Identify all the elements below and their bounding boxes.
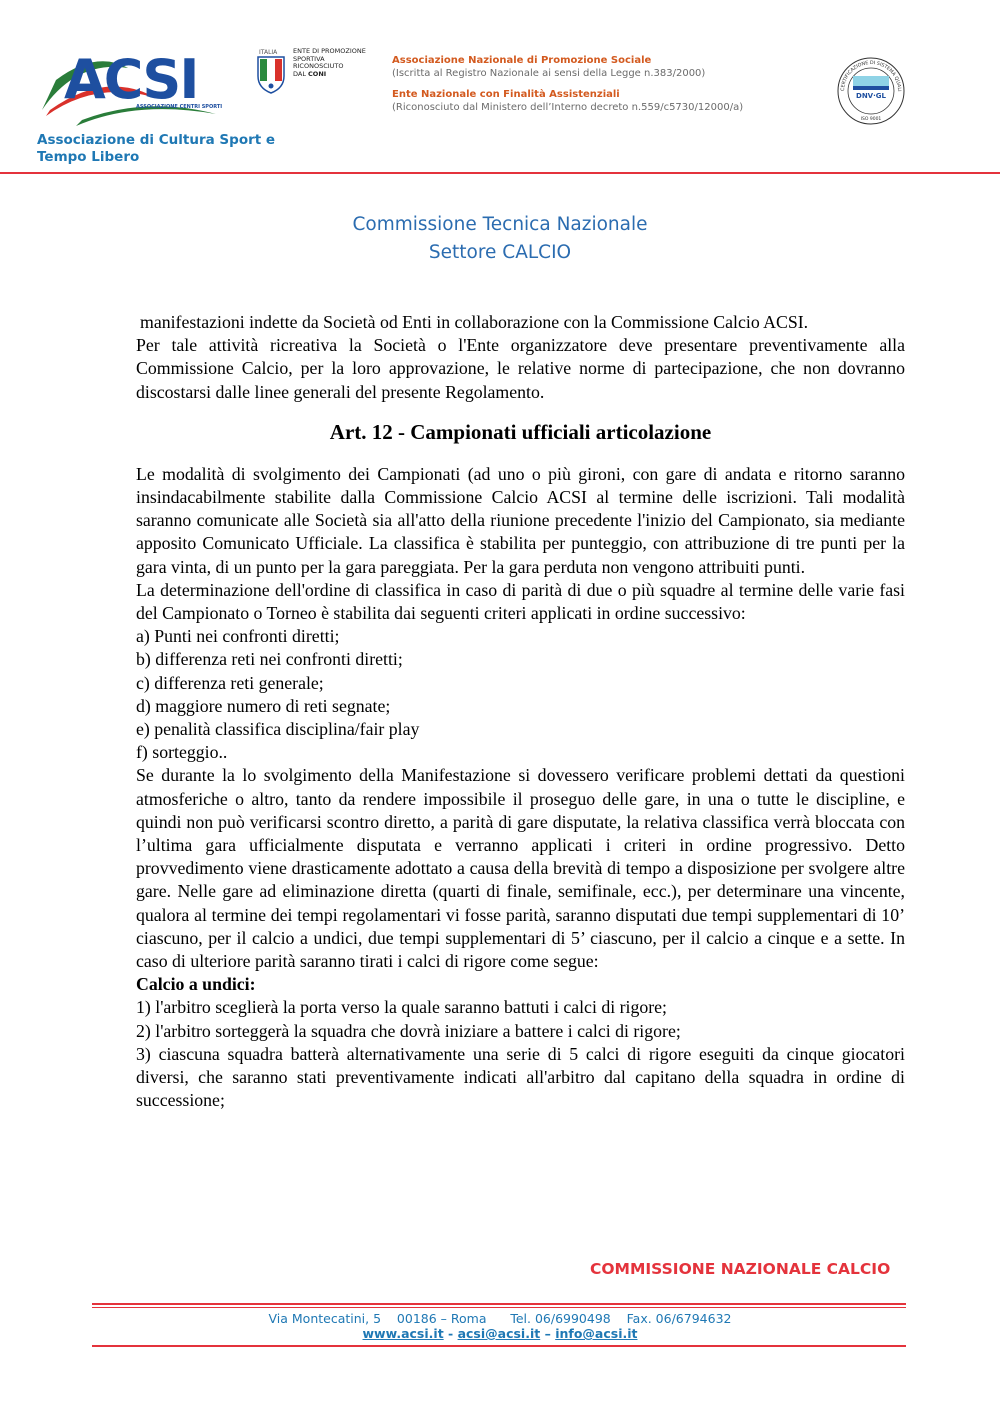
rule-item: 3) ciascuna squadra batterà alternativamente una serie di 5 calci di rigore eseguiti da cinque giocatori diversi, che saranno stati preventivamente indicati all'arbitro dal capitano della squadra in ordine di successione;	[136, 1043, 905, 1111]
email-link-info[interactable]: info@acsi.it	[555, 1326, 638, 1341]
website-link[interactable]: www.acsi.it	[362, 1326, 444, 1341]
footer-divider	[92, 1345, 906, 1347]
coni-text-line-3: RICONOSCIUTO	[293, 62, 344, 70]
coni-text-prefix: DAL	[293, 69, 309, 78]
cert-iso: ISO 9001	[860, 117, 882, 122]
paragraph-1: Le modalità di svolgimento dei Campionati (ad uno o più gironi, con gare di andata e ritorno saranno insindacabilmente stabilite dalla Commissione Calcio ACSI al termine delle iscrizioni. Tali modalità saranno comunicate alle Società sia all'atto della riunione precedente l'inizio del Campionato, sia mediante apposito Comunicato Ufficiale. La classifica è stabilita per punteggio, con attribuzione di tre punti per la gara vinta, di un punto per la gara pareggiata. Per la gara perduta non vengono attribuiti punti.	[136, 463, 905, 577]
coni-text-bold: CONI	[308, 69, 327, 78]
criteria-item: d) maggiore numero di reti segnate;	[136, 695, 391, 716]
acsi-name-line-2: Tempo Libero	[37, 149, 140, 165]
footer-dash: –	[540, 1326, 556, 1341]
acsi-full-name	[37, 132, 297, 166]
org-line-2: (Iscritta al Registro Nazionale ai sensi della Legge n.383/2000)	[392, 67, 706, 79]
intro-line-1: manifestazioni indette da Società od Enti in collaborazione con la Commissione Calcio ACSI.	[140, 312, 809, 332]
subheading: Calcio a undici:	[136, 974, 256, 995]
footer-separator: -	[443, 1326, 458, 1341]
certification-badge-icon	[836, 56, 906, 126]
cert-brand: DNV·GL	[856, 92, 886, 100]
cert-ring-text: CERTIFICAZIONE DI SISTEMA QUALI	[840, 60, 902, 92]
coni-label: ITALIA	[259, 49, 278, 56]
acsi-logo	[36, 40, 222, 130]
footer-divider	[92, 1307, 906, 1308]
paragraph-2: La determinazione dell'ordine di classifica in caso di parità di due o più squadre al termine delle varie fasi del Campionato o Torneo è stabilita dai seguenti criteri applicati in ordine successivo:	[136, 579, 905, 624]
criteria-item: e) penalità classifica disciplina/fair play	[136, 719, 420, 740]
paragraph-3: Se durante la lo svolgimento della Manifestazione si dovessero verificare problemi dettati da questioni atmosferiche o altro, tanto da rendere impossibile il proseguo delle gare, in una o tutte le discipline, e quindi non può verificarsi scontro diretto, a parità di gare disputate, la relativa classifica verrà bloccata con l’ultima gara ufficialmente disputata e verranno applicati i criteri in ordine progressivo. Detto provvedimento viene drasticamente adottato a causa della brevità di tempo a disposizione per svolgere altre gare. Nelle gare ad eliminazione diretta (quarti di finale, semifinale, ecc.), per determinare una vincente, qualora al termine dei tempi regolamentari vi fosse parità, saranno disputati due tempi supplementari di 10’ ciascuno, per il calcio a undici, due tempi supplementari di 5’ ciascuno, per il calcio a cinque e a sette. In caso di ulteriore parità saranno tirati i calci di rigore come segue:	[136, 765, 905, 972]
org-line-1: Associazione Nazionale di Promozione Sociale	[392, 55, 652, 66]
footer-title: COMMISSIONE NAZIONALE CALCIO	[590, 1260, 891, 1278]
footer-links	[0, 1326, 1000, 1341]
criteria-item: a) Punti nei confronti diretti;	[136, 626, 340, 647]
footer-address: Via Montecatini, 5 00186 – Roma Tel. 06/6990498 Fax. 06/6794632	[268, 1311, 732, 1326]
rule-item: 2) l'arbitro sorteggerà la squadra che dovrà iniziare a battere i calci di rigore;	[136, 1020, 681, 1041]
org-line-3: Ente Nazionale con Finalità Assistenziali	[392, 89, 620, 100]
article-heading: Art. 12 - Campionati ufficiali articolazione	[329, 419, 712, 444]
title-line-1: Commissione Tecnica Nazionale	[352, 214, 648, 235]
organization-info	[392, 55, 812, 114]
title-line-2: Settore CALCIO	[428, 242, 572, 263]
acsi-logo-text: ACSI	[64, 48, 198, 111]
footer-divider	[92, 1303, 906, 1305]
coni-text-line-4	[293, 71, 373, 79]
rule-item: 1) l'arbitro sceglierà la porta verso la quale saranno battuti i calci di rigore;	[136, 997, 667, 1018]
acsi-logo-subtext: ASSOCIAZIONE CENTRI SPORTI	[136, 104, 222, 110]
header-divider	[0, 172, 1000, 174]
criteria-item: b) differenza reti nei confronti diretti;	[136, 649, 403, 670]
document-title	[0, 211, 1000, 267]
coni-recognition-text	[293, 48, 373, 78]
coni-text-line-1: ENTE DI PROMOZIONE	[293, 47, 366, 55]
email-link-acsi[interactable]: acsi@acsi.it	[457, 1326, 541, 1341]
criteria-item: c) differenza reti generale;	[136, 672, 324, 693]
acsi-name-line-1: Associazione di Cultura Sport e	[37, 132, 276, 148]
coni-shield-icon	[256, 46, 286, 94]
document-body	[136, 311, 905, 1113]
criteria-item: f) sorteggio..	[136, 742, 228, 763]
coni-text-line-2: SPORTIVA	[293, 54, 325, 63]
org-line-4: (Riconosciuto dal Ministero dell’Interno decreto n.559/c5730/12000/a)	[392, 101, 744, 113]
intro-paragraph: Per tale attività ricreativa la Società o l'Ente organizzatore deve presentare preventivamente alla Commissione Calcio, per la loro approvazione, le relative norme di partecipazione, che non dovranno discostarsi dalle linee generali del presente Regolamento.	[136, 335, 905, 402]
